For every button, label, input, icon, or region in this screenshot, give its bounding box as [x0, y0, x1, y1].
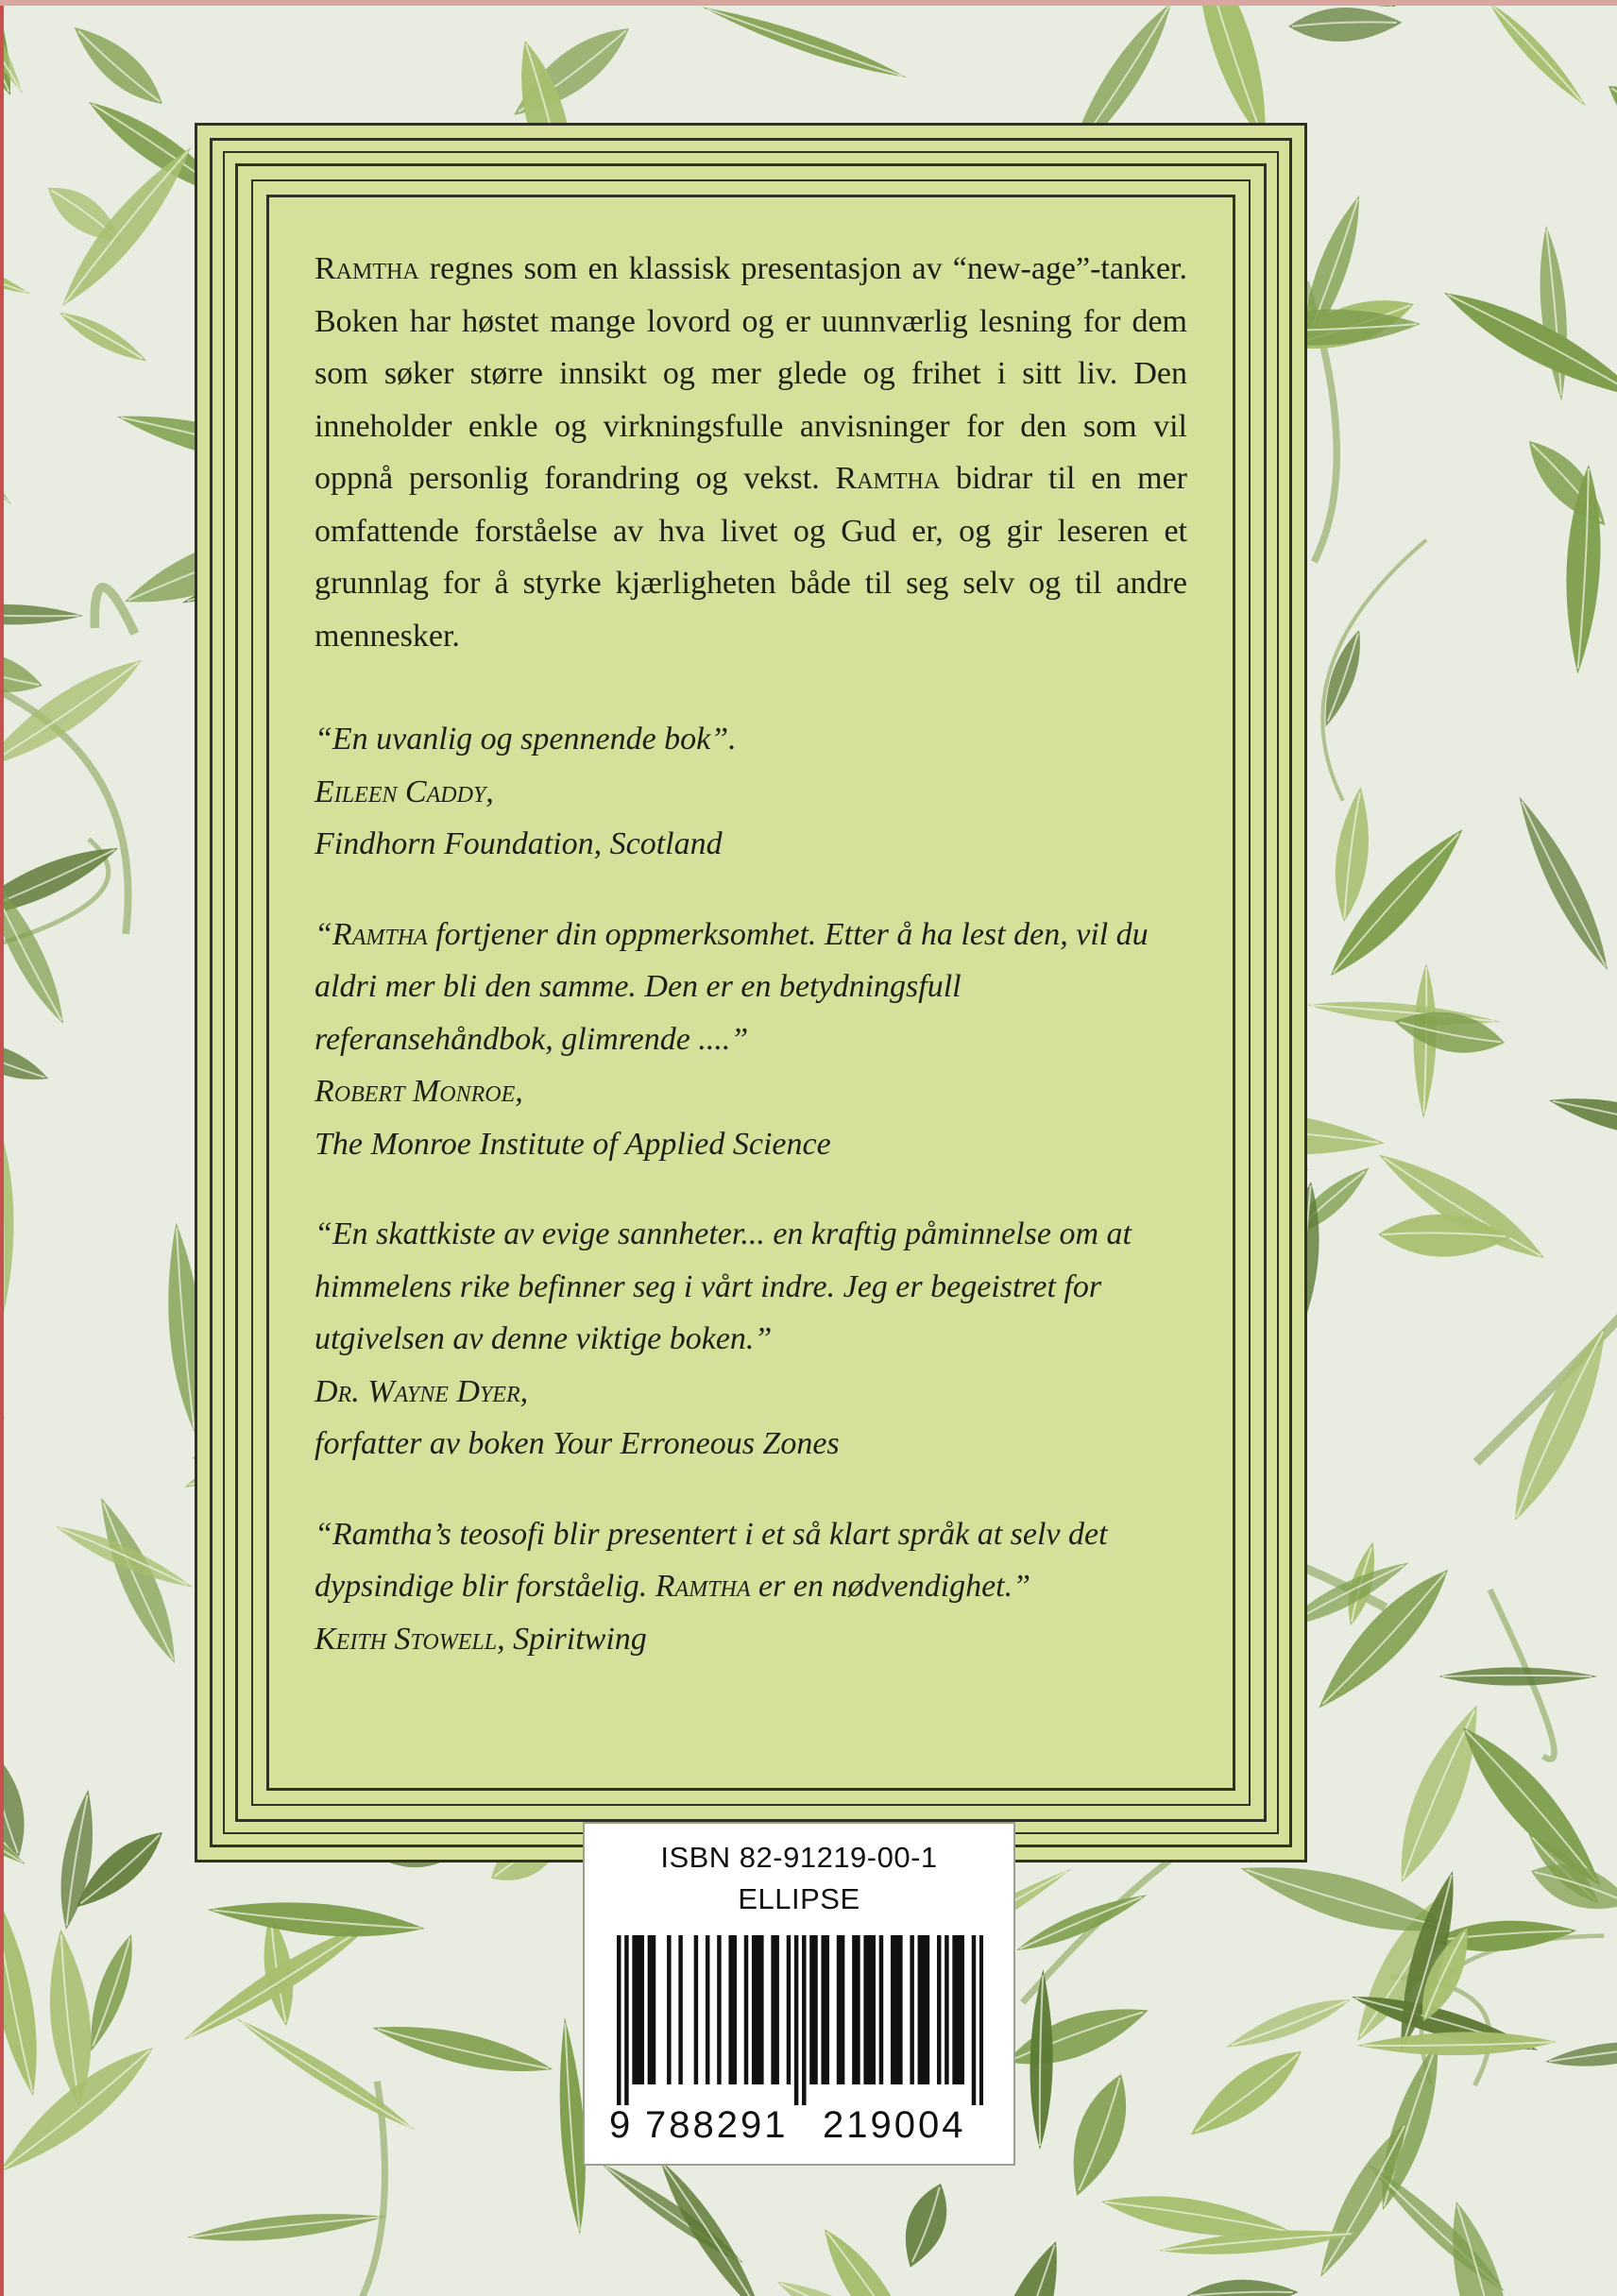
- willow-stem: [94, 587, 135, 634]
- title-smallcaps: Keith Stowell: [315, 1621, 498, 1657]
- quote-text: [315, 713, 1187, 766]
- barcode-bar: [937, 1935, 941, 2084]
- willow-leaf: [63, 15, 173, 116]
- barcode-bar: [728, 1935, 732, 2084]
- quote-author-run: , Spiritwing: [497, 1621, 647, 1657]
- willow-leaf: [368, 2013, 555, 2084]
- barcode-bar: [945, 1935, 948, 2084]
- barcode-bar: [879, 1935, 883, 2084]
- willow-leaf: [0, 1029, 53, 1091]
- quote-text-run: “En uvanlig og spennende bok”.: [315, 722, 737, 757]
- publisher-name: ELLIPSE: [738, 1882, 860, 1915]
- quote-author: [315, 1613, 1187, 1666]
- barcode-bar: [960, 1935, 963, 2084]
- willow-leaf: [1596, 70, 1617, 179]
- barcode-bar: [837, 1935, 841, 2084]
- quote-affiliation: Findhorn Foundation, Scotland: [315, 826, 723, 861]
- quote-author: Dr. Wayne Dyer,: [315, 1373, 529, 1409]
- review-quote: [315, 1208, 1187, 1471]
- willow-leaf: [1000, 1992, 1155, 2080]
- willow-leaf: [1185, 2278, 1299, 2296]
- willow-leaf: [1382, 1696, 1496, 1891]
- barcode-bar: [667, 1935, 671, 2084]
- review-quote: [315, 1508, 1187, 1666]
- quote-author: Eileen Caddy,: [315, 774, 494, 809]
- barcode-bar: [678, 1935, 682, 2084]
- quote-text-run: fortjener din oppmerksomhet. Etter å ha lest den, vil du aldri mer bli den samme. Den er en betydningsfull referansehåndbok, glimrende ....”: [315, 916, 1149, 1057]
- barcode-bar: [863, 1935, 867, 2084]
- barcode-bar: [802, 1935, 806, 2105]
- barcode-bar: [898, 1935, 902, 2084]
- willow-leaf: [0, 603, 83, 626]
- barcode-bar: [813, 1935, 817, 2084]
- quote-text-run: “Ramtha’s teosofi blir presentert i et så klart språk at selv det dypsindige blir forståelig.: [315, 1516, 1108, 1604]
- quote-author: Robert Monroe,: [315, 1074, 523, 1109]
- panel-content: [315, 243, 1187, 1665]
- willow-leaf: [1516, 430, 1617, 537]
- willow-leaf: [53, 1788, 102, 1932]
- barcode-bar: [706, 1935, 709, 2084]
- willow-leaf: [1180, 2036, 1313, 2150]
- quote-text: [315, 1508, 1187, 1613]
- willow-leaf: [0, 1885, 50, 2099]
- barcode-bar: [867, 1935, 871, 2084]
- barcode-bar: [636, 1935, 639, 2084]
- willow-leaf: [1057, 2066, 1141, 2202]
- barcode-bar: [759, 1935, 763, 2084]
- barcode-bar: [821, 1935, 825, 2084]
- barcode-bar: [926, 1935, 929, 2084]
- willow-leaf: [0, 225, 33, 301]
- willow-leaf: [1436, 277, 1617, 414]
- willow-leaf: [1329, 785, 1376, 924]
- ean-barcode: [617, 1935, 983, 2105]
- quote-text: [315, 909, 1187, 1066]
- willow-leaf: [1546, 1087, 1617, 1153]
- top-edge: [0, 0, 1617, 6]
- barcode-bar: [694, 1935, 698, 2084]
- review-quotes: [315, 713, 1187, 1665]
- willow-leaf: [0, 646, 151, 784]
- quote-text-run: “En skattkiste av evige sannheter... en kraftig påminnelse om at himmelens rike befinner seg i vårt indre. Jeg er begeistret for utgivelsen av denne viktige boken.”: [315, 1216, 1132, 1356]
- title-smallcaps: Ramtha: [332, 916, 428, 952]
- willow-leaf: [186, 2205, 387, 2248]
- quote-affiliation: The Monroe Institute of Applied Science: [315, 1126, 831, 1162]
- barcode-bar: [826, 1935, 829, 2084]
- barcode-bar: [652, 1935, 655, 2084]
- barcode-bar: [617, 1935, 621, 2105]
- barcode-digit-first: 9: [609, 2104, 632, 2146]
- willow-leaf: [55, 304, 152, 369]
- barcode-bar: [733, 1935, 737, 2084]
- willow-leaf: [1356, 2031, 1557, 2057]
- book-description: [315, 243, 1187, 662]
- description-text: bidrar til en mer omfattende forståelse av hva livet og Gud er, og gir leseren et grunnlag for å styrke kjærligheten både til seg selv og til andre mennesker.: [315, 461, 1187, 654]
- quote-text-run: “: [315, 916, 332, 952]
- barcode-bar: [632, 1935, 636, 2084]
- barcode-bar: [910, 1935, 913, 2084]
- barcode-bar: [744, 1935, 748, 2084]
- title-smallcaps: Ramtha: [655, 1569, 751, 1604]
- barcode-bar: [640, 1935, 644, 2084]
- review-quote: [315, 909, 1187, 1171]
- barcode-bar: [624, 1935, 628, 2105]
- isbn-number: ISBN 82-91219-00-1: [660, 1841, 938, 1874]
- barcode-bar: [717, 1935, 721, 2084]
- willow-leaf: [1506, 791, 1617, 977]
- barcode-bar: [894, 1935, 898, 2084]
- barcode-bar: [918, 1935, 922, 2084]
- title-smallcaps: Ramtha: [315, 251, 419, 286]
- willow-leaf: [894, 2177, 958, 2273]
- isbn-barcode-label: [583, 1822, 1015, 2166]
- review-quote: [315, 713, 1187, 871]
- barcode-bar: [922, 1935, 926, 2084]
- spine-edge: [0, 0, 4, 2296]
- barcode-bar: [794, 1935, 798, 2105]
- willow-leaf: [1483, 0, 1592, 112]
- barcode-bar: [956, 1935, 960, 2084]
- willow-leaf: [699, 0, 910, 86]
- quote-text: [315, 1208, 1187, 1366]
- barcode-bar: [771, 1935, 774, 2084]
- barcode-bar: [648, 1935, 652, 2084]
- quote-affiliation: forfatter av boken Your Erroneous Zones: [315, 1426, 840, 1461]
- barcode-bar: [891, 1935, 894, 2084]
- quote-text-run: er en nødvendighet.”: [750, 1569, 1031, 1604]
- willow-leaf: [206, 1894, 426, 1944]
- barcode-bar: [774, 1935, 778, 2084]
- willow-leaf: [968, 2234, 1076, 2296]
- barcode-digit-group-1: 788291: [645, 2104, 789, 2146]
- barcode-digit-group-2: 219004: [823, 2104, 966, 2146]
- barcode-bar: [856, 1935, 860, 2084]
- barcode-bar: [872, 1935, 876, 2084]
- willow-leaf: [650, 2153, 774, 2296]
- barcode-bar: [752, 1935, 756, 2084]
- barcode-bar: [756, 1935, 759, 2084]
- back-cover-panel: [195, 123, 1307, 1862]
- willow-leaf: [1287, 6, 1403, 43]
- barcode-bar: [979, 1935, 983, 2105]
- willow-leaf: [0, 1739, 36, 1862]
- barcode-bar: [852, 1935, 856, 2084]
- barcode-bar: [787, 1935, 791, 2084]
- description-text: regnes som en klassisk presentasjon av “new-age”-tanker. Boken har høstet mange lovord og er uunnværlig lesning for dem som søker større innsikt og mer glede og frihet i sitt liv. Den inneholder enkle og virkningsfulle anvisninger for den som vil oppnå personlig forandring og vekst.: [315, 251, 1187, 496]
- barcode-bar: [809, 1935, 813, 2084]
- willow-leaf: [1438, 1667, 1597, 1685]
- barcode-bar: [952, 1935, 956, 2084]
- willow-leaf: [1222, 1989, 1354, 2058]
- barcode-bar: [841, 1935, 844, 2084]
- title-smallcaps: Ramtha: [835, 461, 941, 496]
- willow-leaf: [49, 137, 204, 316]
- barcode-bar: [972, 1935, 976, 2105]
- willow-leaf: [1544, 2035, 1617, 2073]
